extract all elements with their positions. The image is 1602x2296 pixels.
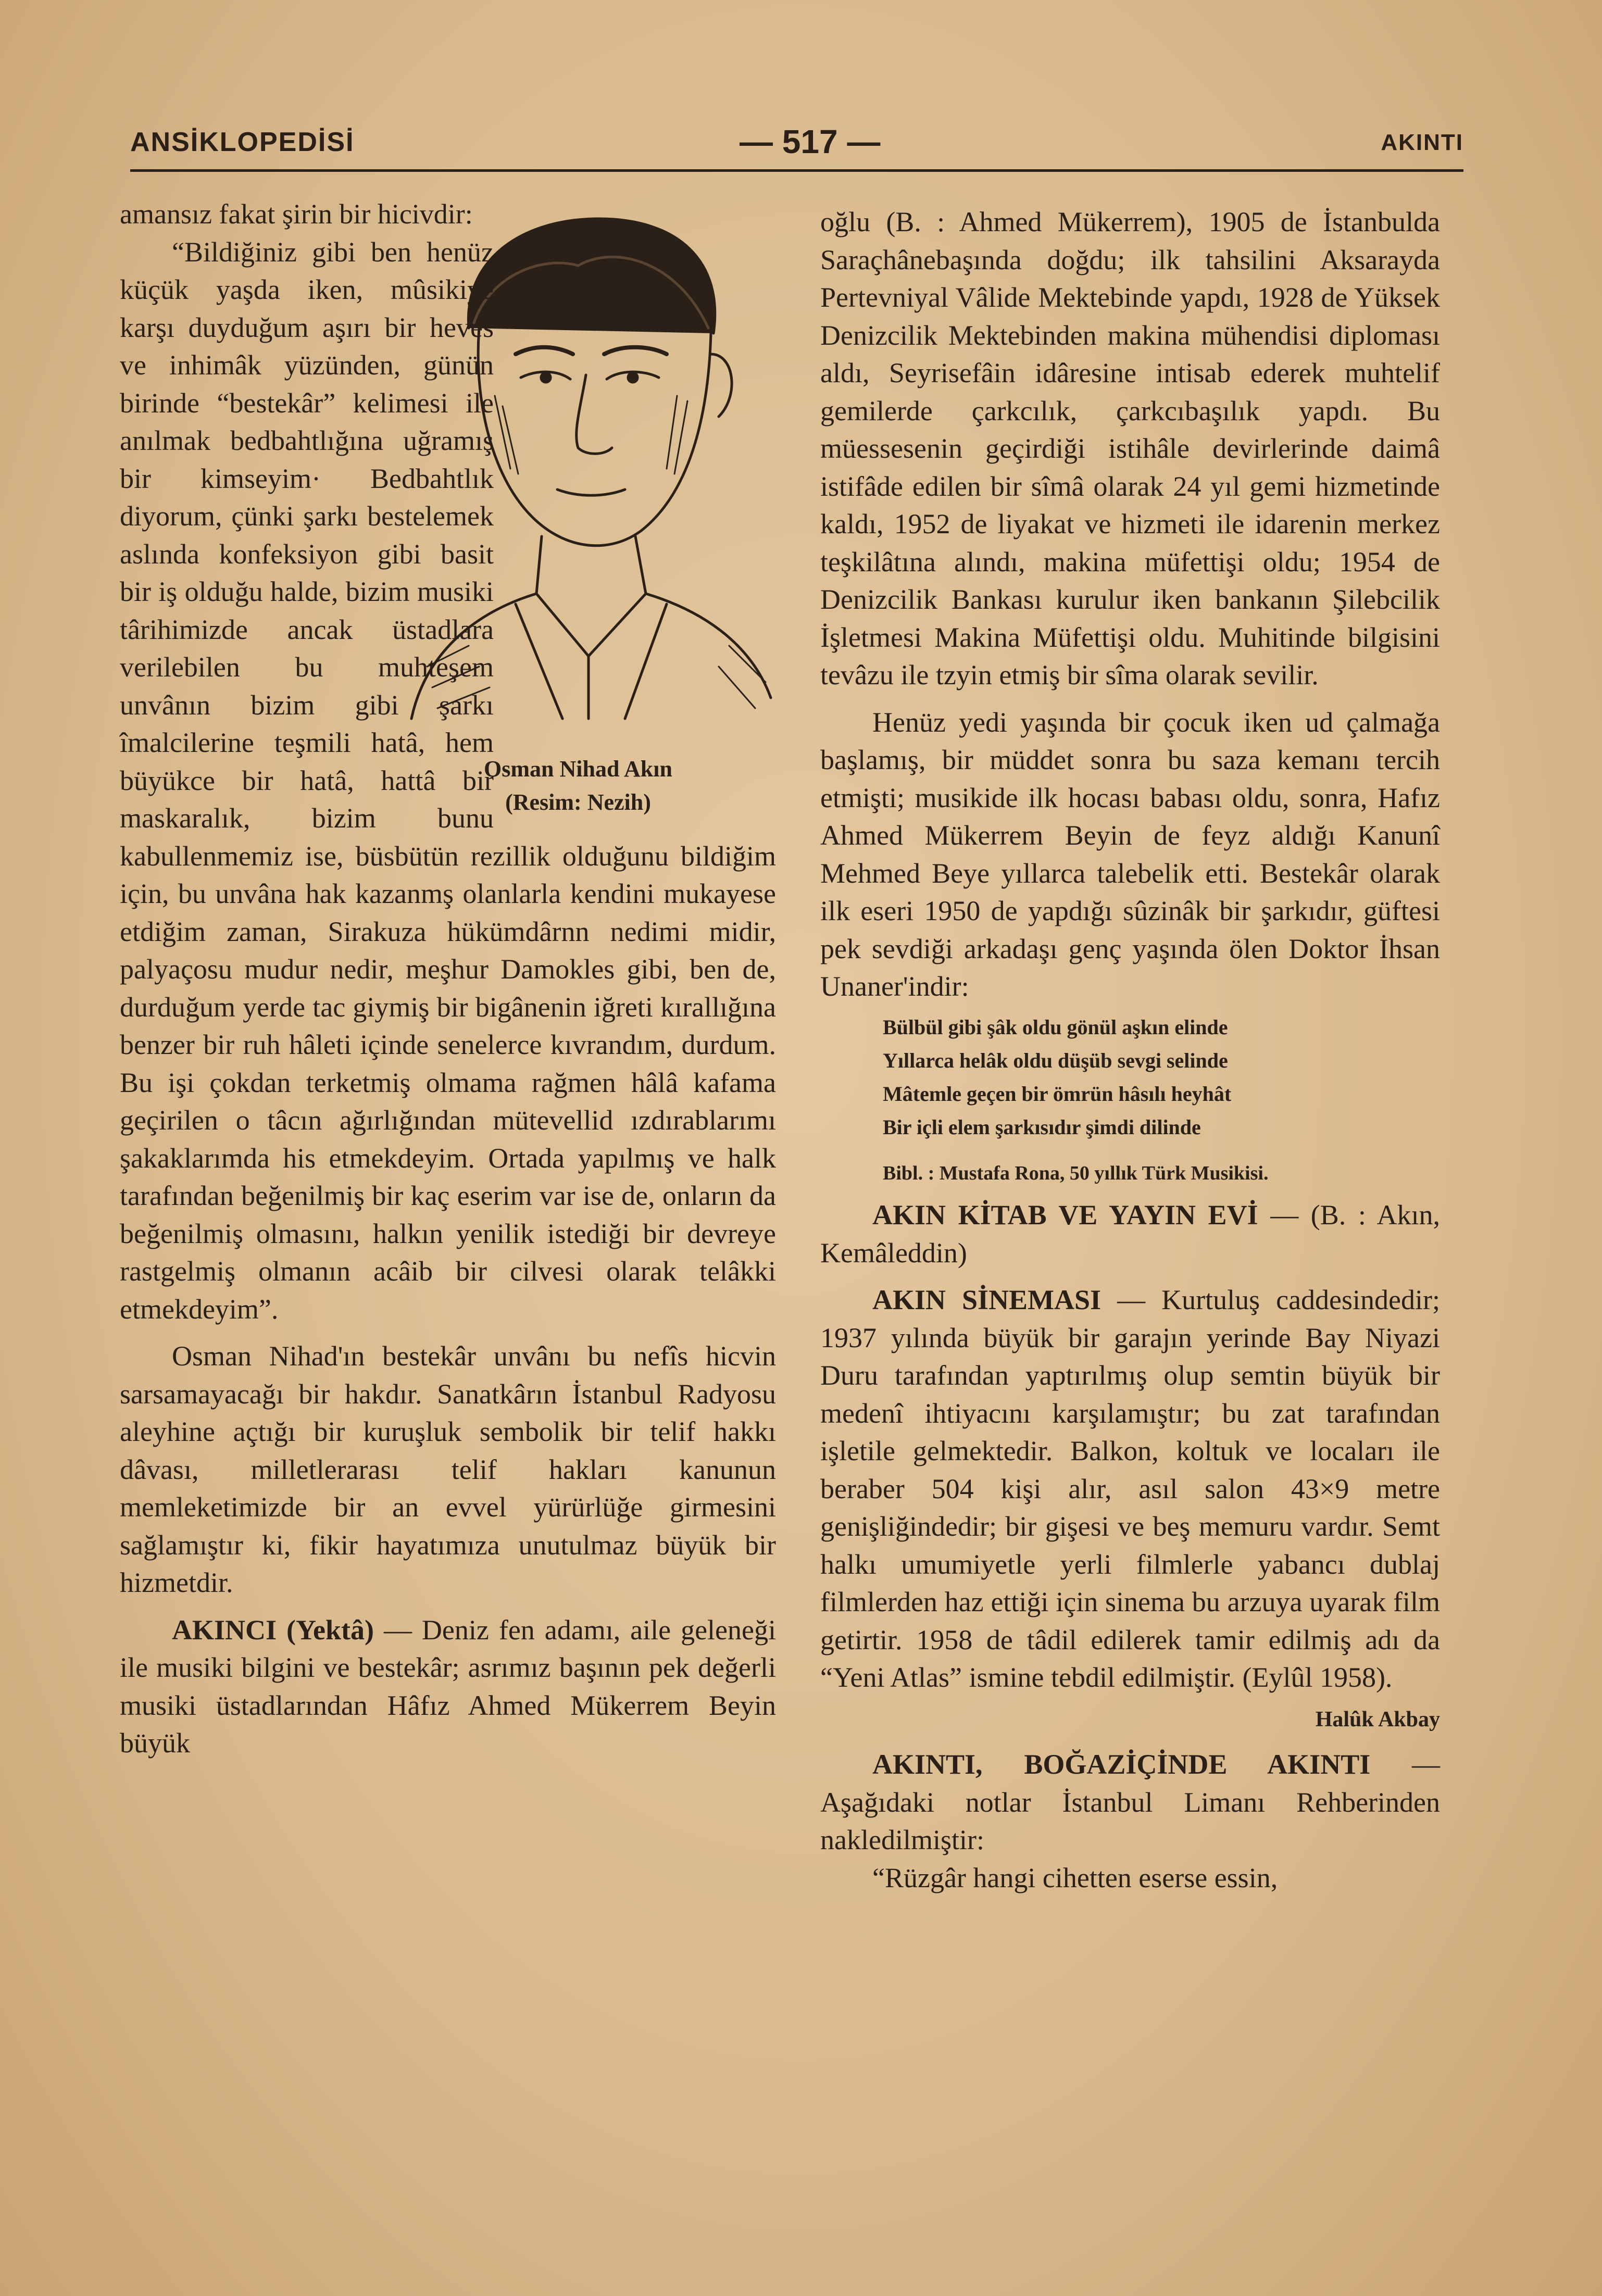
poem-line: Yıllarca helâk oldu düşüb sevgi selinde — [883, 1048, 1228, 1072]
paragraph: “Rüzgâr hangi cihetten eserse essin, — [872, 1862, 1278, 1893]
entry-text: — Kurtuluş caddesindedir; 1937 yılında büyük bir garajın yerinde Bay Niyazi Duru tarafından yaptırılmış olup semtin büyük bir medenî ihtiyacını karşılamıştır; bu zat tarafından işletile gelmektedir. Balkon, koltuk ve locaları ile beraber 504 kişi alır, asıl salon 43×9 metre genişliğindedir; bir gişesi ve beş memuru vardır. Semt halkı umumiyetle yerli filmlerle yabancı dublaj filmlerden haz ettiği için sinema bu arzuya uyarak film getirtir. 1958 de tâdil edilerek tamir edilmiş adı da “Yeni Atlas” ismine tebdil edilmiştir. (Eylûl 1958). — [820, 1284, 1440, 1693]
page-number: — 517 — — [740, 123, 881, 160]
portrait-space — [500, 195, 776, 831]
quote-paragraph: “Bildiğiniz gibi ben henüz küçük yaşda iken, mûsikiye karşı duyduğum aşırı bir heves ve inhimâk yüzünden, günün birinde “bestekâr” kelimesi ile anılmak bedbahtlığına uğramış bir kimseyim· Bedbahtlık diyorum, çünki şarkı bestelemek aslında konfeksiyon gibi basit bir iş olduğu halde, bizim musiki târihimizde ancak üstadlara verilebilen bu muhteşem unvânın bizim gibi şarkı îmalcilerine teşmili hatâ, hem büyükce bir hatâ, hattâ bir maskaralık, bizim bunu kabullenmemiz ise, büsbütün rezillik olduğunu bildiğim için, bu unvâna hak kazanmş olanlarla kendini mukayese etdiğim zaman, Sirakuza hükümdârnn nedimi midir, palyaçosu mudur nedir, meşhur Damokles gibi, ben de, durduğum yerde tac giymiş bir bigânenin iğreti kırallığına benzer bir ruh hâleti içinde senelerce kıvrandım, durdum. Bu işi çokdan terketmiş olmama rağmen hâlâ kafama geçirilen o tâcın ağırlığından mütevellid ızdırablarımı şakaklarımda his etmekdeyim. Ortada yapılmış ve halk tarafından beğenilmiş bir kaç eserim var ise de, onların da beğenilmiş olmasını, halkın yenilik istediği bir devreye rastgelmiş olmanın acâib bir cilvesi olarak telâkki etmekdeyim”. — [120, 236, 776, 1325]
entry-sinema — [820, 1281, 1440, 1697]
entry-text: — (B. : Akın, Kemâleddin) — [820, 1199, 1440, 1269]
header-rule — [130, 169, 1463, 172]
paragraph: Henüz yedi yaşında bir çocuk iken ud çalmağa başlamış, bir müddet sonra bu saza kemanı tercih etmişti; musikide ilk hocası babası oldu, sonra, Hafız Ahmed Mükerrem Beyin de feyz aldığı Kanunî Mehmed Beye yıllarca talebelik etti. Bestekâr olarak ilk eseri 1950 de yapdığı sûzinâk bir şarkıdır, güftesi pek sevdiği arkadaşı genç yaşında ölen Doktor İhsan Unaner'indir: — [820, 706, 1440, 1002]
running-head-left: ANSİKLOPEDİSİ — [130, 127, 355, 157]
poem-line: Bülbül gibi şâk oldu gönül aşkın elinde — [883, 1015, 1228, 1039]
left-column — [120, 195, 776, 1762]
entry-text: — Aşağıdaki notlar İstanbul Limanı Rehberinden nakledilmiştir: — [820, 1749, 1441, 1855]
entry-headword: AKIN SİNEMASI — [872, 1284, 1102, 1315]
paragraph: amansız fakat şirin bir hicivdir: — [120, 198, 473, 230]
paragraph: oğlu (B. : Ahmed Mükerrem), 1905 de İstanbulda Saraçhânebaşında doğdu; ilk tahsilini Aksarayda Pertevniyal Vâlide Mektebinde yapdı, 1928 de Yüksek Denizcilik Mektebinden makina mühendisi diploması aldı, Seyrisefâin idâresine intisab ederek muhtelif gemilerde çarkcılık, çarkcıbaşılık yapdı. Bu müessesenin geçirdiği istihâle devirlerinde daimâ istifâde edilen bir sîmâ olarak 24 yıl gemi hizmetinde kaldı, 1952 de liyakat ve hizmeti ile idarenin merkez teşkilâtına alındı, makina müfettişi oldu; 1954 de Denizcilik Bankası kurulur iken bankanın Şilebcilik İşletmesi Makina Müfettişi oldu. Muhitinde bilgisini tevâzu ile tzyin etmiş bir sîma olarak sevilir. — [820, 206, 1440, 691]
page-header — [130, 122, 1463, 164]
entry-headword: AKINTI, BOĞAZİÇİNDE AKINTI — [872, 1749, 1371, 1780]
poem-line: Mâtemle geçen bir ömrün hâsılı heyhât — [883, 1082, 1232, 1106]
bibliography: Bibl. : Mustafa Rona, 50 yıllık Türk Musikisi. — [883, 1162, 1269, 1184]
entry-headword: AKINCI (Yektâ) — [172, 1614, 374, 1646]
author-signature: Halûk Akbay — [1315, 1707, 1440, 1732]
paragraph: Osman Nihad'ın bestekâr unvânı bu nefîs hicvin sarsamayacağı bir hakdır. Sanatkârın İstanbul Radyosu aleyhine açtığı bir kuruşluk sembolik bir telif hakkı dâvası, milletlerarası telif hakları kanunun memleketimizde bir an evvel yürürlüğe girmesini sağlamıştır ki, fikir hayatımıza unutulmaz büyük bir hizmetdir. — [120, 1340, 776, 1598]
entry-headword: AKIN KİTAB VE YAYIN EVİ — [872, 1199, 1258, 1231]
entry-akinci — [120, 1611, 776, 1762]
poem-line: Bir içli elem şarkısıdır şimdi dilinde — [883, 1115, 1201, 1139]
entry-kitab — [820, 1196, 1440, 1272]
right-column — [820, 203, 1440, 1897]
caption-name: Osman Nihad Akın — [484, 756, 672, 782]
poem — [883, 1011, 1440, 1144]
caption-credit: (Resim: Nezih) — [505, 789, 651, 815]
running-head-right: AKINTI — [1381, 130, 1463, 155]
entry-text: — Deniz fen adamı, aile geleneği ile musiki bilgini ve bestekâr; asrımız başının pek değerli musiki üstadlarından Hâfız Ahmed Mükerrem Beyin büyük — [120, 1614, 776, 1759]
entry-akinti — [820, 1746, 1440, 1859]
